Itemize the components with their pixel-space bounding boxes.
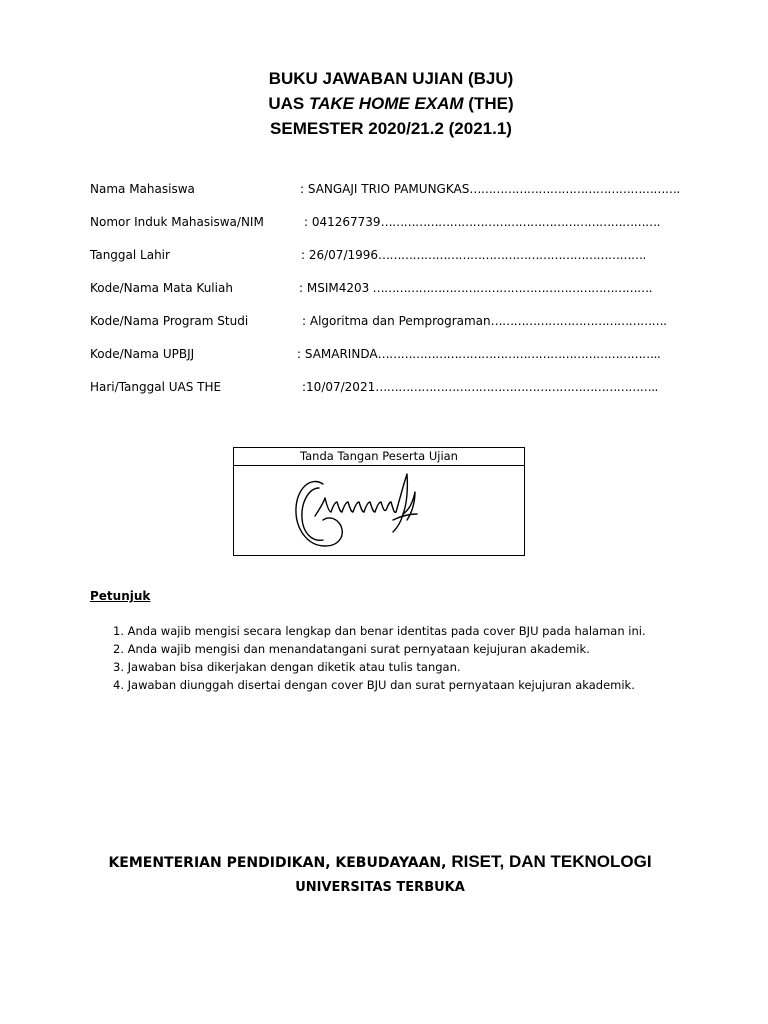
identity-value-text: : SANGAJI TRIO PAMUNGKAS <box>300 182 470 196</box>
ministry-name-part2: RISET, DAN TEKNOLOGI <box>451 852 652 871</box>
identity-label: Tanggal Lahir <box>90 248 170 262</box>
identity-row-course <box>90 281 650 314</box>
dot-leader: ……………………………………………………………….. <box>375 380 658 394</box>
identity-section <box>90 182 680 413</box>
dot-leader: ………………………………………………. <box>469 182 680 196</box>
identity-row-birthdate <box>90 248 650 281</box>
ministry-name <box>0 850 760 875</box>
identity-label: Kode/Nama Program Studi <box>90 314 249 328</box>
ministry-name-part1: KEMENTERIAN PENDIDIKAN, KEBUDAYAAN, <box>108 855 452 871</box>
identity-value-text: : 041267739 <box>304 215 381 229</box>
identity-label: Hari/Tanggal UAS THE <box>90 380 222 394</box>
identity-value <box>302 380 658 394</box>
title-line-2-prefix: UAS <box>268 94 309 113</box>
identity-value <box>304 215 660 229</box>
identity-label: Kode/Nama Mata Kuliah <box>90 281 233 295</box>
identity-value <box>299 281 652 295</box>
title-line-3: SEMESTER 2020/21.2 (2021.1) <box>270 119 512 138</box>
identity-value-text: : 26/07/1996 <box>301 248 379 262</box>
title-line-2-italic: TAKE HOME EXAM <box>309 94 464 113</box>
instruction-item: 4. Jawaban diunggah disertai dengan cover BJU dan surat pernyataan kejujuran akademik. <box>113 678 635 692</box>
identity-label: Nama Mahasiswa <box>90 182 195 196</box>
document-title <box>0 66 768 141</box>
instruction-item: 2. Anda wajib mengisi dan menandatangani surat pernyataan kejujuran akademik. <box>113 642 590 656</box>
identity-value <box>302 314 666 328</box>
signature-box <box>233 447 525 556</box>
identity-value-text: : MSIM4203 <box>299 281 370 295</box>
handwritten-signature <box>289 462 439 554</box>
dot-leader: ……………………………………………………………….. <box>377 347 661 361</box>
instruction-item: 1. Anda wajib mengisi secara lengkap dan benar identitas pada cover BJU pada halaman ini. <box>113 624 646 638</box>
identity-row-nim <box>90 215 660 248</box>
identity-value <box>301 248 646 262</box>
university-name: UNIVERSITAS TERBUKA <box>295 880 465 895</box>
dot-leader: ……………………………………………………………. <box>378 248 646 262</box>
identity-value-text: :10/07/2021 <box>302 380 376 394</box>
instructions-title: Petunjuk <box>90 589 151 603</box>
identity-row-program <box>90 314 667 347</box>
instruction-item: 3. Jawaban bisa dikerjakan dengan diketik atau tulis tangan. <box>113 660 461 674</box>
identity-value <box>300 182 680 196</box>
title-line-2 <box>0 91 768 116</box>
dot-leader: ………………………………………………………………. <box>369 281 652 295</box>
signature-label: Tanda Tangan Peserta Ujian <box>234 448 524 466</box>
identity-row-name <box>90 182 680 215</box>
dot-leader: ………………………………………………………………. <box>380 215 660 229</box>
identity-row-upbjj <box>90 347 661 380</box>
identity-value <box>297 347 660 361</box>
title-line-2-suffix: (THE) <box>463 94 514 113</box>
dot-leader: ………………………………………. <box>490 314 667 328</box>
identity-row-exam-date <box>90 380 658 413</box>
instructions-list <box>113 622 646 694</box>
identity-value-text: : SAMARINDA <box>297 347 378 361</box>
identity-label: Nomor Induk Mahasiswa/NIM <box>90 215 264 229</box>
institution-footer <box>0 850 760 901</box>
identity-value-text: : Algoritma dan Pemprograman <box>302 314 491 328</box>
title-line-1: BUKU JAWABAN UJIAN (BJU) <box>268 69 514 88</box>
identity-label: Kode/Nama UPBJJ <box>90 347 195 361</box>
